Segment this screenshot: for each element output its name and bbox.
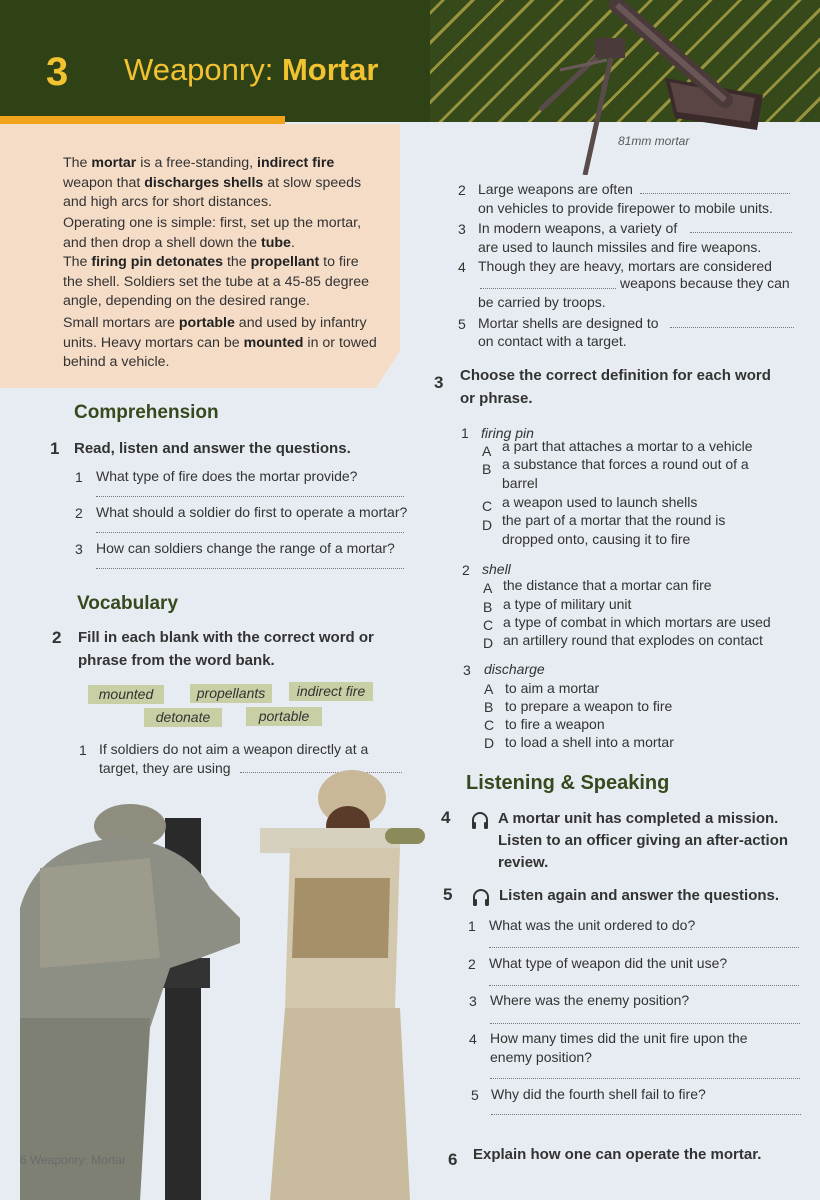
option-text[interactable]: barrel <box>502 475 538 491</box>
word-bank-item: propellants <box>190 684 272 703</box>
option-text[interactable]: a substance that forces a round out of a <box>502 456 749 472</box>
vocabulary-heading: Vocabulary <box>77 593 179 614</box>
word-bank-item: mounted <box>88 685 164 704</box>
item-text: Mortar shells are designed to <box>478 315 659 331</box>
option-text[interactable]: a type of military unit <box>503 596 632 612</box>
term-number: 1 <box>461 425 469 441</box>
exercise-instruction: Read, listen and answer the questions. <box>74 440 351 457</box>
exercise-instruction: Explain how one can operate the mortar. <box>473 1146 762 1163</box>
item-text: Large weapons are often <box>478 181 633 197</box>
soldiers-photo <box>0 768 440 1200</box>
exercise-number: 4 <box>441 808 451 827</box>
term-number: 3 <box>463 662 471 678</box>
question-number: 2 <box>75 505 83 521</box>
option-text[interactable]: to load a shell into a mortar <box>505 734 674 750</box>
answer-line[interactable] <box>491 1114 801 1115</box>
item-text: on contact with a target. <box>478 333 627 349</box>
unit-title-prefix: Weaponry: <box>124 52 282 87</box>
question-text: What type of fire does the mortar provide? <box>96 468 358 484</box>
item-text: If soldiers do not aim a weapon directly at a <box>99 741 369 757</box>
option-letter[interactable]: B <box>482 461 492 477</box>
exercise-number: 6 <box>448 1150 458 1169</box>
word-bank-item: indirect fire <box>289 682 373 701</box>
item-text: be carried by troops. <box>478 294 606 310</box>
question-number: 3 <box>469 993 477 1009</box>
key-term: indirect fire <box>257 155 335 171</box>
text-segment: weapon that <box>63 174 145 191</box>
question-text: What type of weapon did the unit use? <box>489 955 728 971</box>
question-text: enemy position? <box>490 1049 592 1065</box>
unit-number: 3 <box>46 50 69 94</box>
term: shell <box>482 561 511 577</box>
question-text: Where was the enemy position? <box>490 992 690 1008</box>
option-letter[interactable]: A <box>483 580 493 596</box>
question-number: 2 <box>468 956 476 972</box>
text-segment: and used by infantry units. Heavy mortars can be <box>63 315 367 351</box>
question-text: Why did the fourth shell fail to fire? <box>491 1086 706 1102</box>
key-term: tube <box>260 234 291 251</box>
answer-line[interactable] <box>490 1078 800 1079</box>
option-text[interactable]: dropped onto, causing it to fire <box>502 531 691 547</box>
item-text: are used to launch missiles and fire weapons. <box>478 239 762 255</box>
listening-speaking-heading: Listening & Speaking <box>466 772 670 794</box>
intro-paragraph-4 <box>63 314 381 373</box>
exercise-number: 2 <box>52 628 62 647</box>
answer-line[interactable] <box>96 568 404 569</box>
exercise-instruction <box>78 626 374 672</box>
mortar-image <box>535 0 765 175</box>
option-letter[interactable]: D <box>484 735 495 751</box>
text-segment: is a free-standing, <box>136 155 257 171</box>
exercise-instruction: Listen again and answer the questions. <box>499 887 780 904</box>
unit-title <box>124 52 378 88</box>
option-letter[interactable]: D <box>483 635 494 651</box>
key-term: discharges shells <box>144 174 264 191</box>
item-number: 3 <box>458 221 466 237</box>
question-number: 5 <box>471 1087 479 1103</box>
item-text: on vehicles to provide firepower to mobile units. <box>478 200 773 216</box>
exercise-number: 3 <box>434 373 444 392</box>
option-letter[interactable]: A <box>484 681 494 697</box>
text-segment: Small mortars are <box>63 315 179 331</box>
option-text[interactable]: the part of a mortar that the round is <box>502 512 726 528</box>
option-letter[interactable]: D <box>482 517 493 533</box>
question-text: How can soldiers change the range of a mortar? <box>96 540 395 556</box>
item-number: 4 <box>458 259 466 275</box>
key-term: mortar <box>91 155 137 171</box>
option-letter[interactable]: C <box>483 617 494 633</box>
instruction-line: or phrase. <box>460 390 533 407</box>
item-text: Though they are heavy, mortars are considered <box>478 258 772 274</box>
instruction-line: phrase from the word bank. <box>78 652 275 669</box>
key-term: firing pin detonates <box>91 254 224 270</box>
instruction-line: review. <box>498 854 549 871</box>
key-term: propellant <box>250 254 320 270</box>
item-text: weapons because they can <box>620 275 790 291</box>
option-text[interactable]: an artillery round that explodes on contact <box>503 632 763 648</box>
comprehension-heading: Comprehension <box>74 402 219 423</box>
instruction-line: A mortar unit has completed a mission. <box>498 810 779 827</box>
question-number: 1 <box>468 918 476 934</box>
fill-blank[interactable] <box>670 327 794 328</box>
intro-paragraph-2 <box>63 214 381 253</box>
question-text: How many times did the unit fire upon the <box>490 1030 748 1046</box>
word-bank-item: portable <box>246 707 322 726</box>
text-segment: Operating one is simple: first, set up the mortar, and then drop a shell down the <box>63 215 362 251</box>
text-segment: in or towed behind a vehicle. <box>63 334 377 370</box>
image-caption: 81mm mortar <box>618 134 690 148</box>
option-letter[interactable]: C <box>484 717 495 733</box>
option-letter[interactable]: B <box>483 599 493 615</box>
instruction-line: Listen to an officer giving an after-action <box>498 832 789 849</box>
answer-line[interactable] <box>489 985 799 986</box>
term: discharge <box>484 661 545 677</box>
fill-blank[interactable] <box>640 193 790 194</box>
text-segment: . <box>290 234 295 251</box>
option-text[interactable]: a type of combat in which mortars are used <box>503 614 771 630</box>
key-term: portable <box>178 315 235 331</box>
option-text[interactable]: the distance that a mortar can fire <box>503 577 712 593</box>
exercise-number: 5 <box>443 885 453 904</box>
question-text: What was the unit ordered to do? <box>489 917 696 933</box>
question-number: 3 <box>75 541 83 557</box>
item-number: 1 <box>79 742 87 758</box>
question-number: 4 <box>469 1031 477 1047</box>
option-letter[interactable]: B <box>484 699 494 715</box>
exercise-number: 1 <box>50 439 60 458</box>
answer-line[interactable] <box>489 947 799 948</box>
instruction-line: Choose the correct definition for each word <box>460 367 771 384</box>
option-letter[interactable]: A <box>482 443 492 459</box>
instruction-line: Fill in each blank with the correct word or <box>78 629 374 646</box>
fill-blank[interactable] <box>480 288 616 289</box>
answer-line[interactable] <box>96 532 404 533</box>
option-text[interactable]: a part that attaches a mortar to a vehicle <box>502 438 753 454</box>
text-segment: The <box>63 155 92 171</box>
page-footer: 6 Weaponry: Mortar <box>20 1153 126 1167</box>
key-term: mounted <box>243 334 304 351</box>
intro-paragraph-1 <box>63 154 381 213</box>
option-text[interactable]: to prepare a weapon to fire <box>505 698 673 714</box>
option-text[interactable]: a weapon used to launch shells <box>502 494 698 510</box>
item-text: In modern weapons, a variety of <box>478 220 678 236</box>
headphone-icon <box>471 888 491 908</box>
item-number: 5 <box>458 316 466 332</box>
term-number: 2 <box>462 562 470 578</box>
exercise-instruction <box>460 364 771 410</box>
term: firing pin <box>481 425 534 441</box>
intro-paragraph-3 <box>63 253 381 312</box>
text-segment: the <box>223 254 251 270</box>
fill-blank[interactable] <box>690 232 792 233</box>
option-text[interactable]: to aim a mortar <box>505 680 600 696</box>
word-bank-item: detonate <box>144 708 222 727</box>
item-text: target, they are using <box>99 760 231 776</box>
question-text: What should a soldier do first to operate a mortar? <box>96 504 408 520</box>
question-number: 1 <box>75 469 83 485</box>
text-segment: The <box>63 254 92 270</box>
answer-line[interactable] <box>96 496 404 497</box>
exercise-instruction <box>498 808 788 874</box>
text-segment: at slow speeds and high arcs for short distances. <box>63 174 362 210</box>
headphone-icon <box>470 811 490 831</box>
option-letter[interactable]: C <box>482 498 493 514</box>
item-number: 2 <box>458 182 466 198</box>
unit-title-bold: Mortar <box>281 52 379 87</box>
answer-line[interactable] <box>490 1023 800 1024</box>
text-segment: to fire the shell. Soldiers set the tube at a 45-85 degree angle, depending on the desired range. <box>63 254 370 309</box>
option-text[interactable]: to fire a weapon <box>505 716 605 732</box>
